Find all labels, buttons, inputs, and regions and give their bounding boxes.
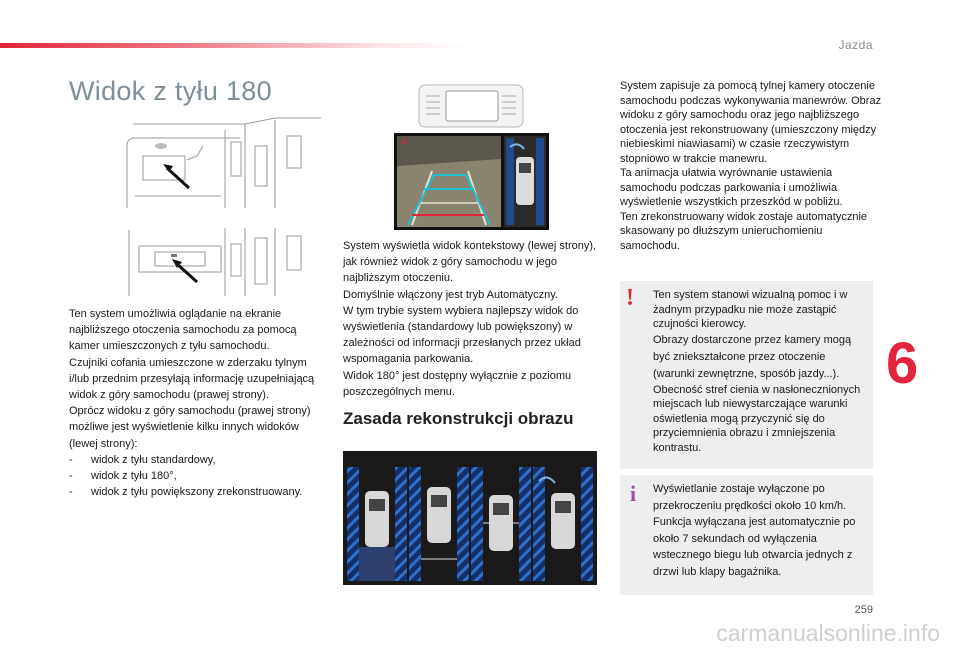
list-item: - widok z tyłu powiększony zrekonstruowany. (69, 486, 303, 499)
warning-note (620, 281, 873, 469)
paragraph: System zapisuje za pomocą tylnej kamery otoczenie samochodu podczas wykonywania manewrów. Obraz widoku z góry samochodu oraz jego najbliższego otoczenia jest rekonstruowany (umieszczony między niebieskimi niawiasami) w czasie rzeczywistym stopniowo w trakcie manewru. (620, 80, 882, 165)
watermark: carmanualsonline.info (716, 620, 940, 646)
warning-note-text (653, 288, 867, 455)
paragraph: Ten zrekonstruowany widok zostaje automatycznie skasowany po dłuższym unieruchomieniu samochodu. (620, 210, 868, 252)
page-number: 259 (854, 604, 873, 616)
warning-icon: ! (626, 285, 634, 311)
svg-text:✕: ✕ (400, 137, 408, 147)
rear-camera-upper-illustration (125, 116, 323, 212)
paragraph: Obecność stref cienia w nasłonecznionych miejscach lub niewystarczające warunki oświetlenia mogą przyczynić się do przyciemnienia obrazu i zmniejszenia kontrastu. (653, 383, 861, 454)
paragraph: Funkcja wyłączana jest automatycznie po około 7 sekundach od wyłączenia wstecznego biegu lub otwarcia jednych z drzwi lub klapy bagażnika. (653, 516, 856, 578)
paragraph: Wyświetlanie zostaje wyłączone po przekroczeniu prędkości około 10 km/h. (653, 483, 847, 512)
info-note (620, 475, 873, 595)
info-icon: i (630, 481, 637, 506)
paragraph: Ten system stanowi wizualną pomoc i w żadnym przypadku nie może zastąpić czujności kierowcy. (653, 289, 848, 330)
chapter-accent-bar (0, 43, 470, 48)
image-reconstruction-sequence (343, 451, 597, 585)
paragraph: Ten system umożliwia oglądanie na ekranie najbliższego otoczenia samochodu za pomocą kamer umieszczonych z tyłu samochodu. (69, 308, 297, 353)
paragraph: W tym trybie system wybiera najlepszy widok do wyświetlenia (standardowy lub powiększony) w zależności od informacji przesłanych przez układ wspomagania parkowania. (343, 304, 581, 366)
chapter-name: Jazda (838, 38, 873, 52)
list-item: - widok z tyłu 180°, (69, 470, 177, 483)
paragraph: Czujniki cofania umieszczone w zderzaku tylnym i/lub przednim przesyłają informację uzupełniającą widok z góry samochodu (prawej strony). (69, 356, 315, 402)
paragraph: Widok 180° jest dostępny wyłącznie z poziomu poszczególnych menu. (343, 369, 572, 398)
view-description-text (343, 238, 599, 400)
intro-text (69, 306, 327, 500)
rear-camera-lower-illustration (125, 226, 323, 298)
reconstruction-description-text (620, 79, 882, 253)
info-note-text (653, 481, 867, 580)
section-heading: Zasada rekonstrukcji obrazu (343, 409, 574, 428)
paragraph: System wyświetla widok kontekstowy (lewej strony), jak również widok z góry samochodu w jego najbliższym otoczeniu. (343, 240, 597, 285)
list-item: - widok z tyłu standardowy, (69, 453, 216, 466)
paragraph: Ta animacja ułatwia wyrównanie ustawienia samochodu podczas parkowania i umożliwia wyświetlenie wszystkich przeszkód w pobliżu. (620, 167, 843, 208)
rear-view-camera-screen (394, 133, 549, 230)
touchscreen-unit-illustration (418, 84, 524, 128)
paragraph: Domyślnie włączony jest tryb Automatyczny. (343, 288, 558, 301)
page-title: Widok z tyłu 180 (69, 76, 272, 106)
paragraph: Oprócz widoku z góry samochodu (prawej strony) możliwe jest wyświetlenie kilku innych widoków (lewej strony): (69, 405, 311, 450)
paragraph: Obrazy dostarczone przez kamery mogą być zniekształcone przez otoczenie (warunki zewnętrzne, sposób jazdy...). (653, 333, 852, 380)
chapter-number: 6 (886, 331, 919, 396)
